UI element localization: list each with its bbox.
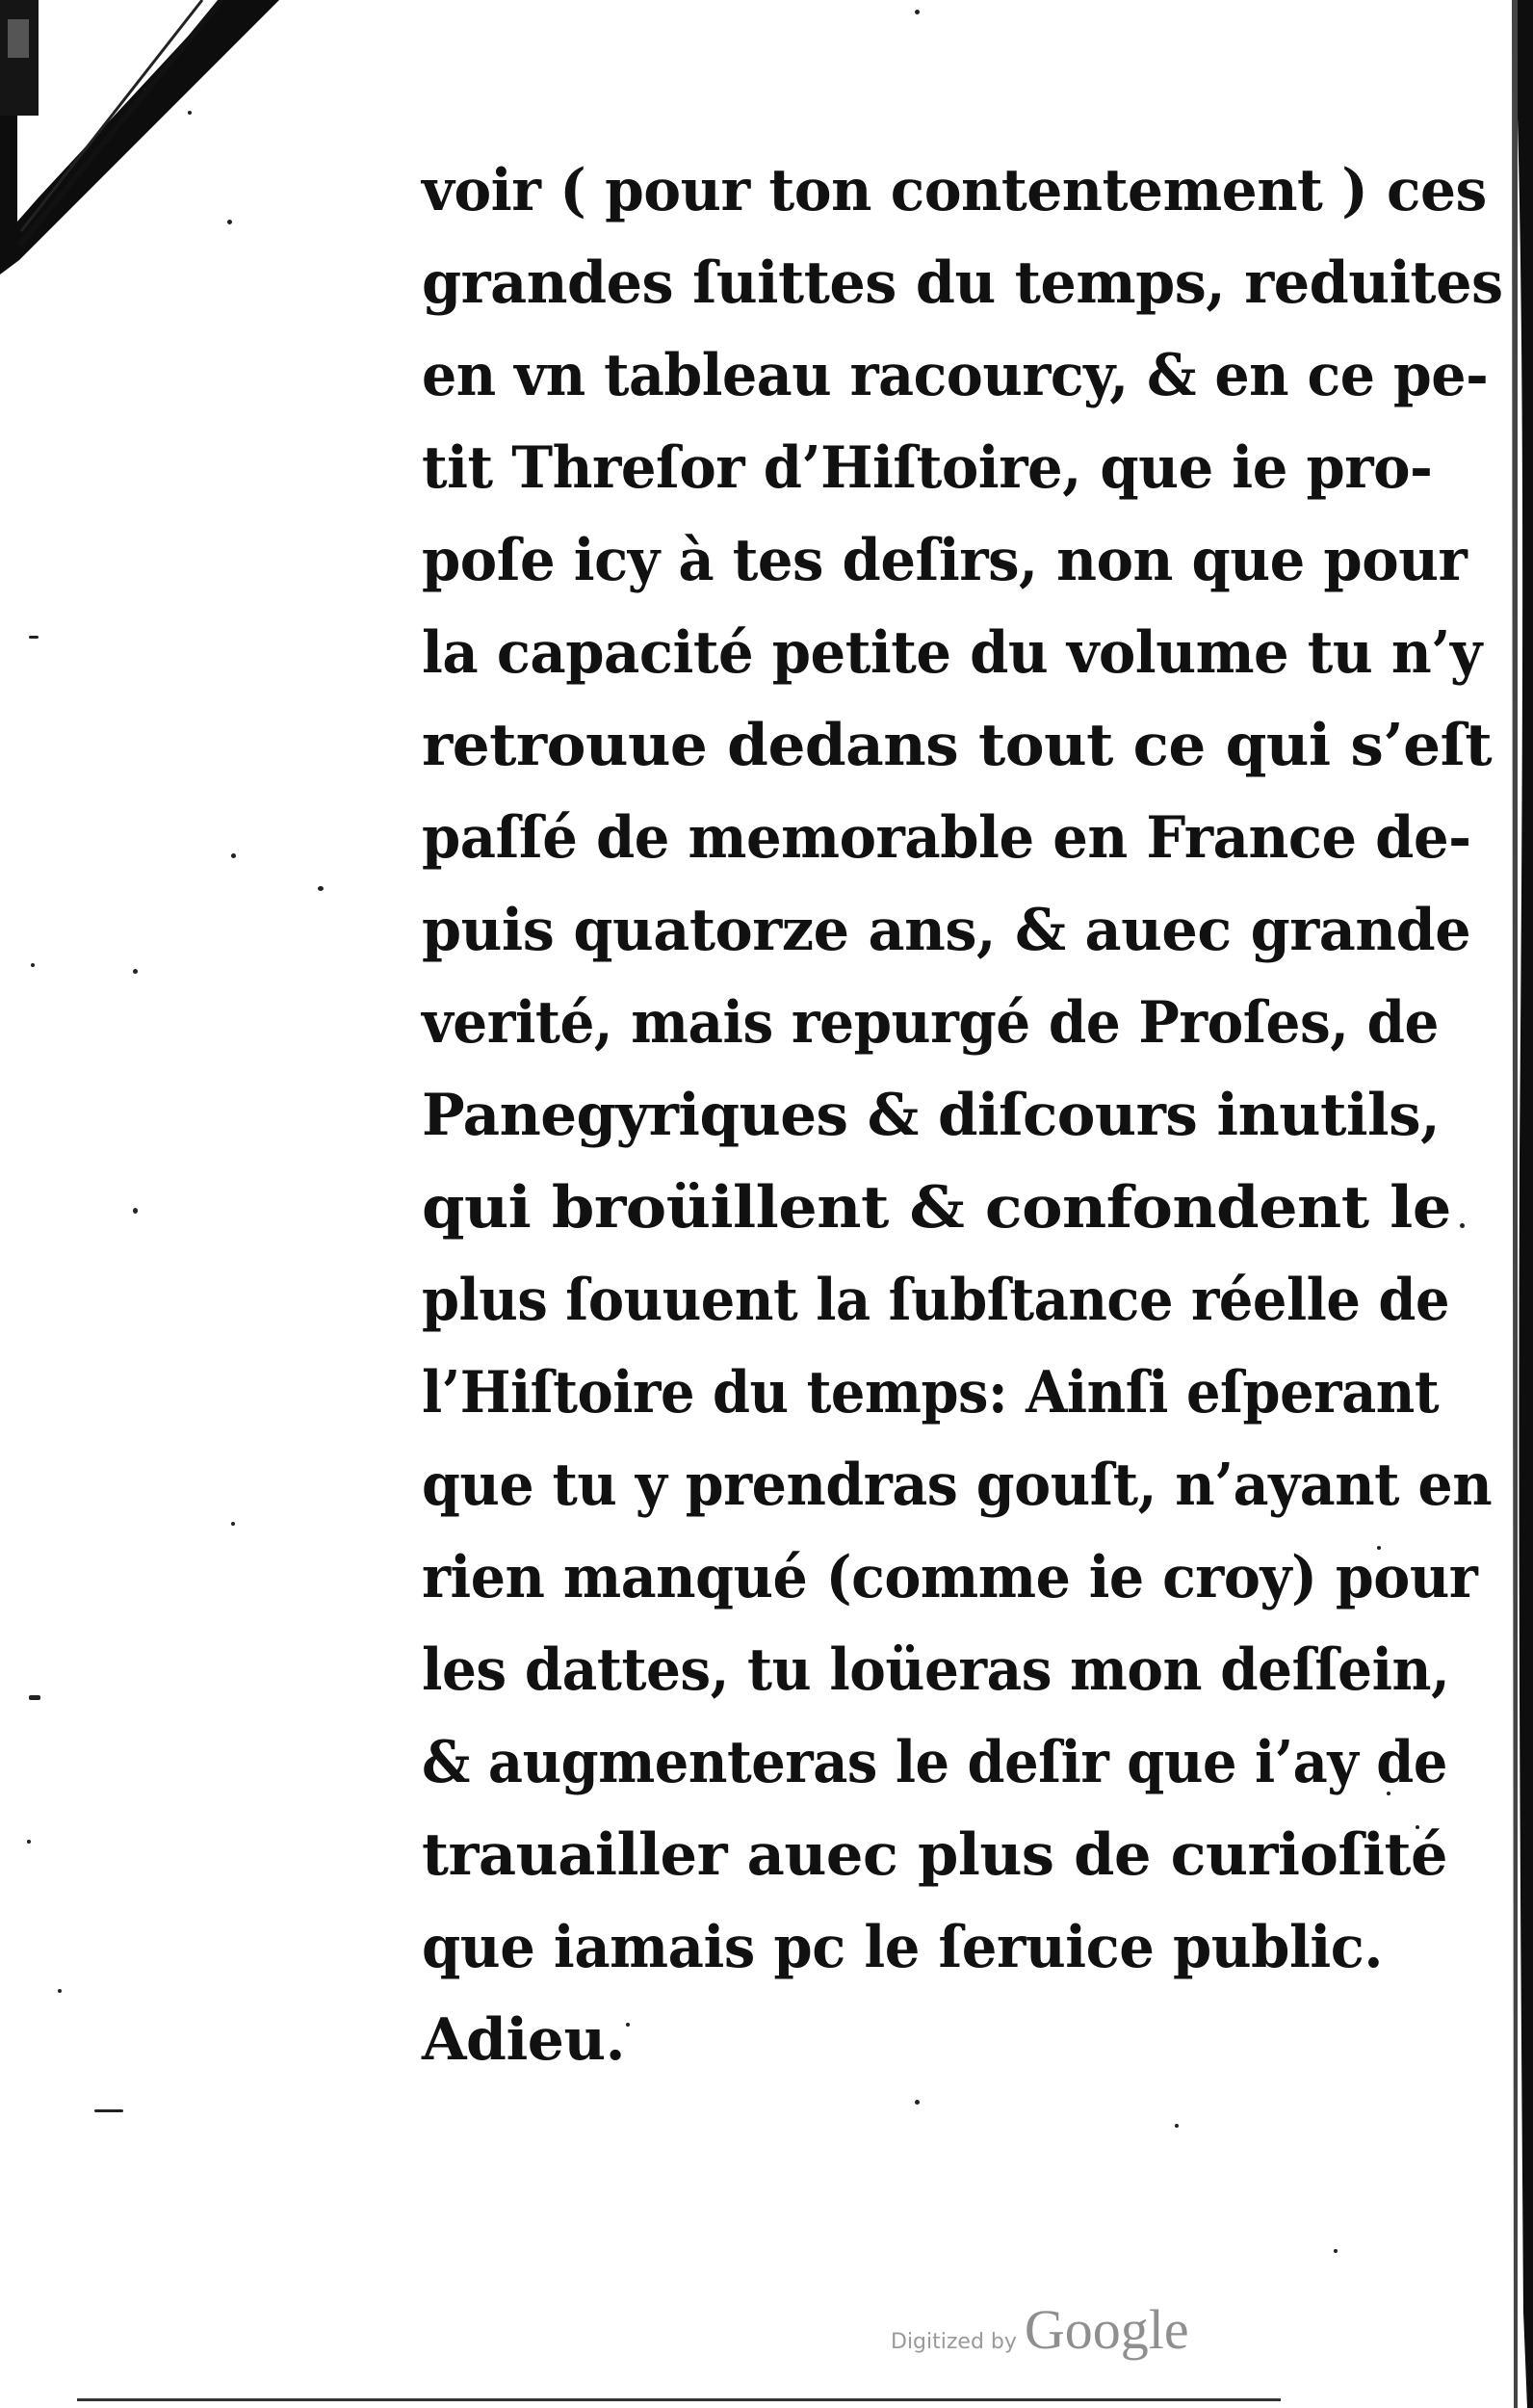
- text-line: les dattes, tu loüeras mon deſſein,: [422, 1636, 1450, 1704]
- text-line: rien manqué (comme ie croy) pour: [422, 1544, 1478, 1611]
- text-line: poſe icy à tes deſirs, non que pour: [422, 527, 1468, 594]
- text-line: Panegyriques & diſcours inutils,: [422, 1082, 1441, 1149]
- digitization-watermark: [891, 2297, 1189, 2362]
- body-text: [422, 144, 1503, 2086]
- text-line: l’Hiſtoire du temps: Ainſi eſperant: [422, 1359, 1440, 1426]
- page-fold-shadow: [0, 0, 289, 279]
- text-line: grandes ſuittes du temps, reduites: [422, 249, 1503, 317]
- text-line: plus ſouuent la ſubſtance réelle de: [422, 1267, 1450, 1334]
- text-line: verité, mais repurgé de Proſes, de: [422, 989, 1439, 1057]
- text-line: la capacité petite du volume tu n’y: [422, 619, 1482, 687]
- text-line: tit Threſor d’Hiſtoire, que ie pro-: [422, 434, 1433, 502]
- text-line: que iamais pc le ſeruice public.: [422, 1914, 1383, 1981]
- text-line: puis quatorze ans, & auec grande: [422, 897, 1471, 964]
- bottom-edge-line: [77, 2398, 1281, 2401]
- text-line: voir ( pour ton contentement ) ces: [422, 157, 1487, 224]
- text-line: paſſé de memorable en France de-: [422, 804, 1471, 872]
- watermark-logo: Google: [1024, 2298, 1189, 2361]
- text-line: qui broüillent & confondent le: [422, 1174, 1451, 1242]
- text-line: en vn tableau racourcy, & en ce pe-: [422, 342, 1489, 409]
- text-line: que tu y prendras gouſt, n’ayant en: [422, 1452, 1493, 1519]
- text-line: retrouue dedans tout ce qui s’eſt: [422, 712, 1493, 779]
- text-line: trauailler auec plus de curioſité: [422, 1821, 1448, 1889]
- text-line: Adieu.: [422, 2006, 625, 2074]
- text-line: & augmenteras le deſir que i’ay de: [422, 1729, 1447, 1796]
- watermark-label: Digitized by: [891, 2330, 1017, 2354]
